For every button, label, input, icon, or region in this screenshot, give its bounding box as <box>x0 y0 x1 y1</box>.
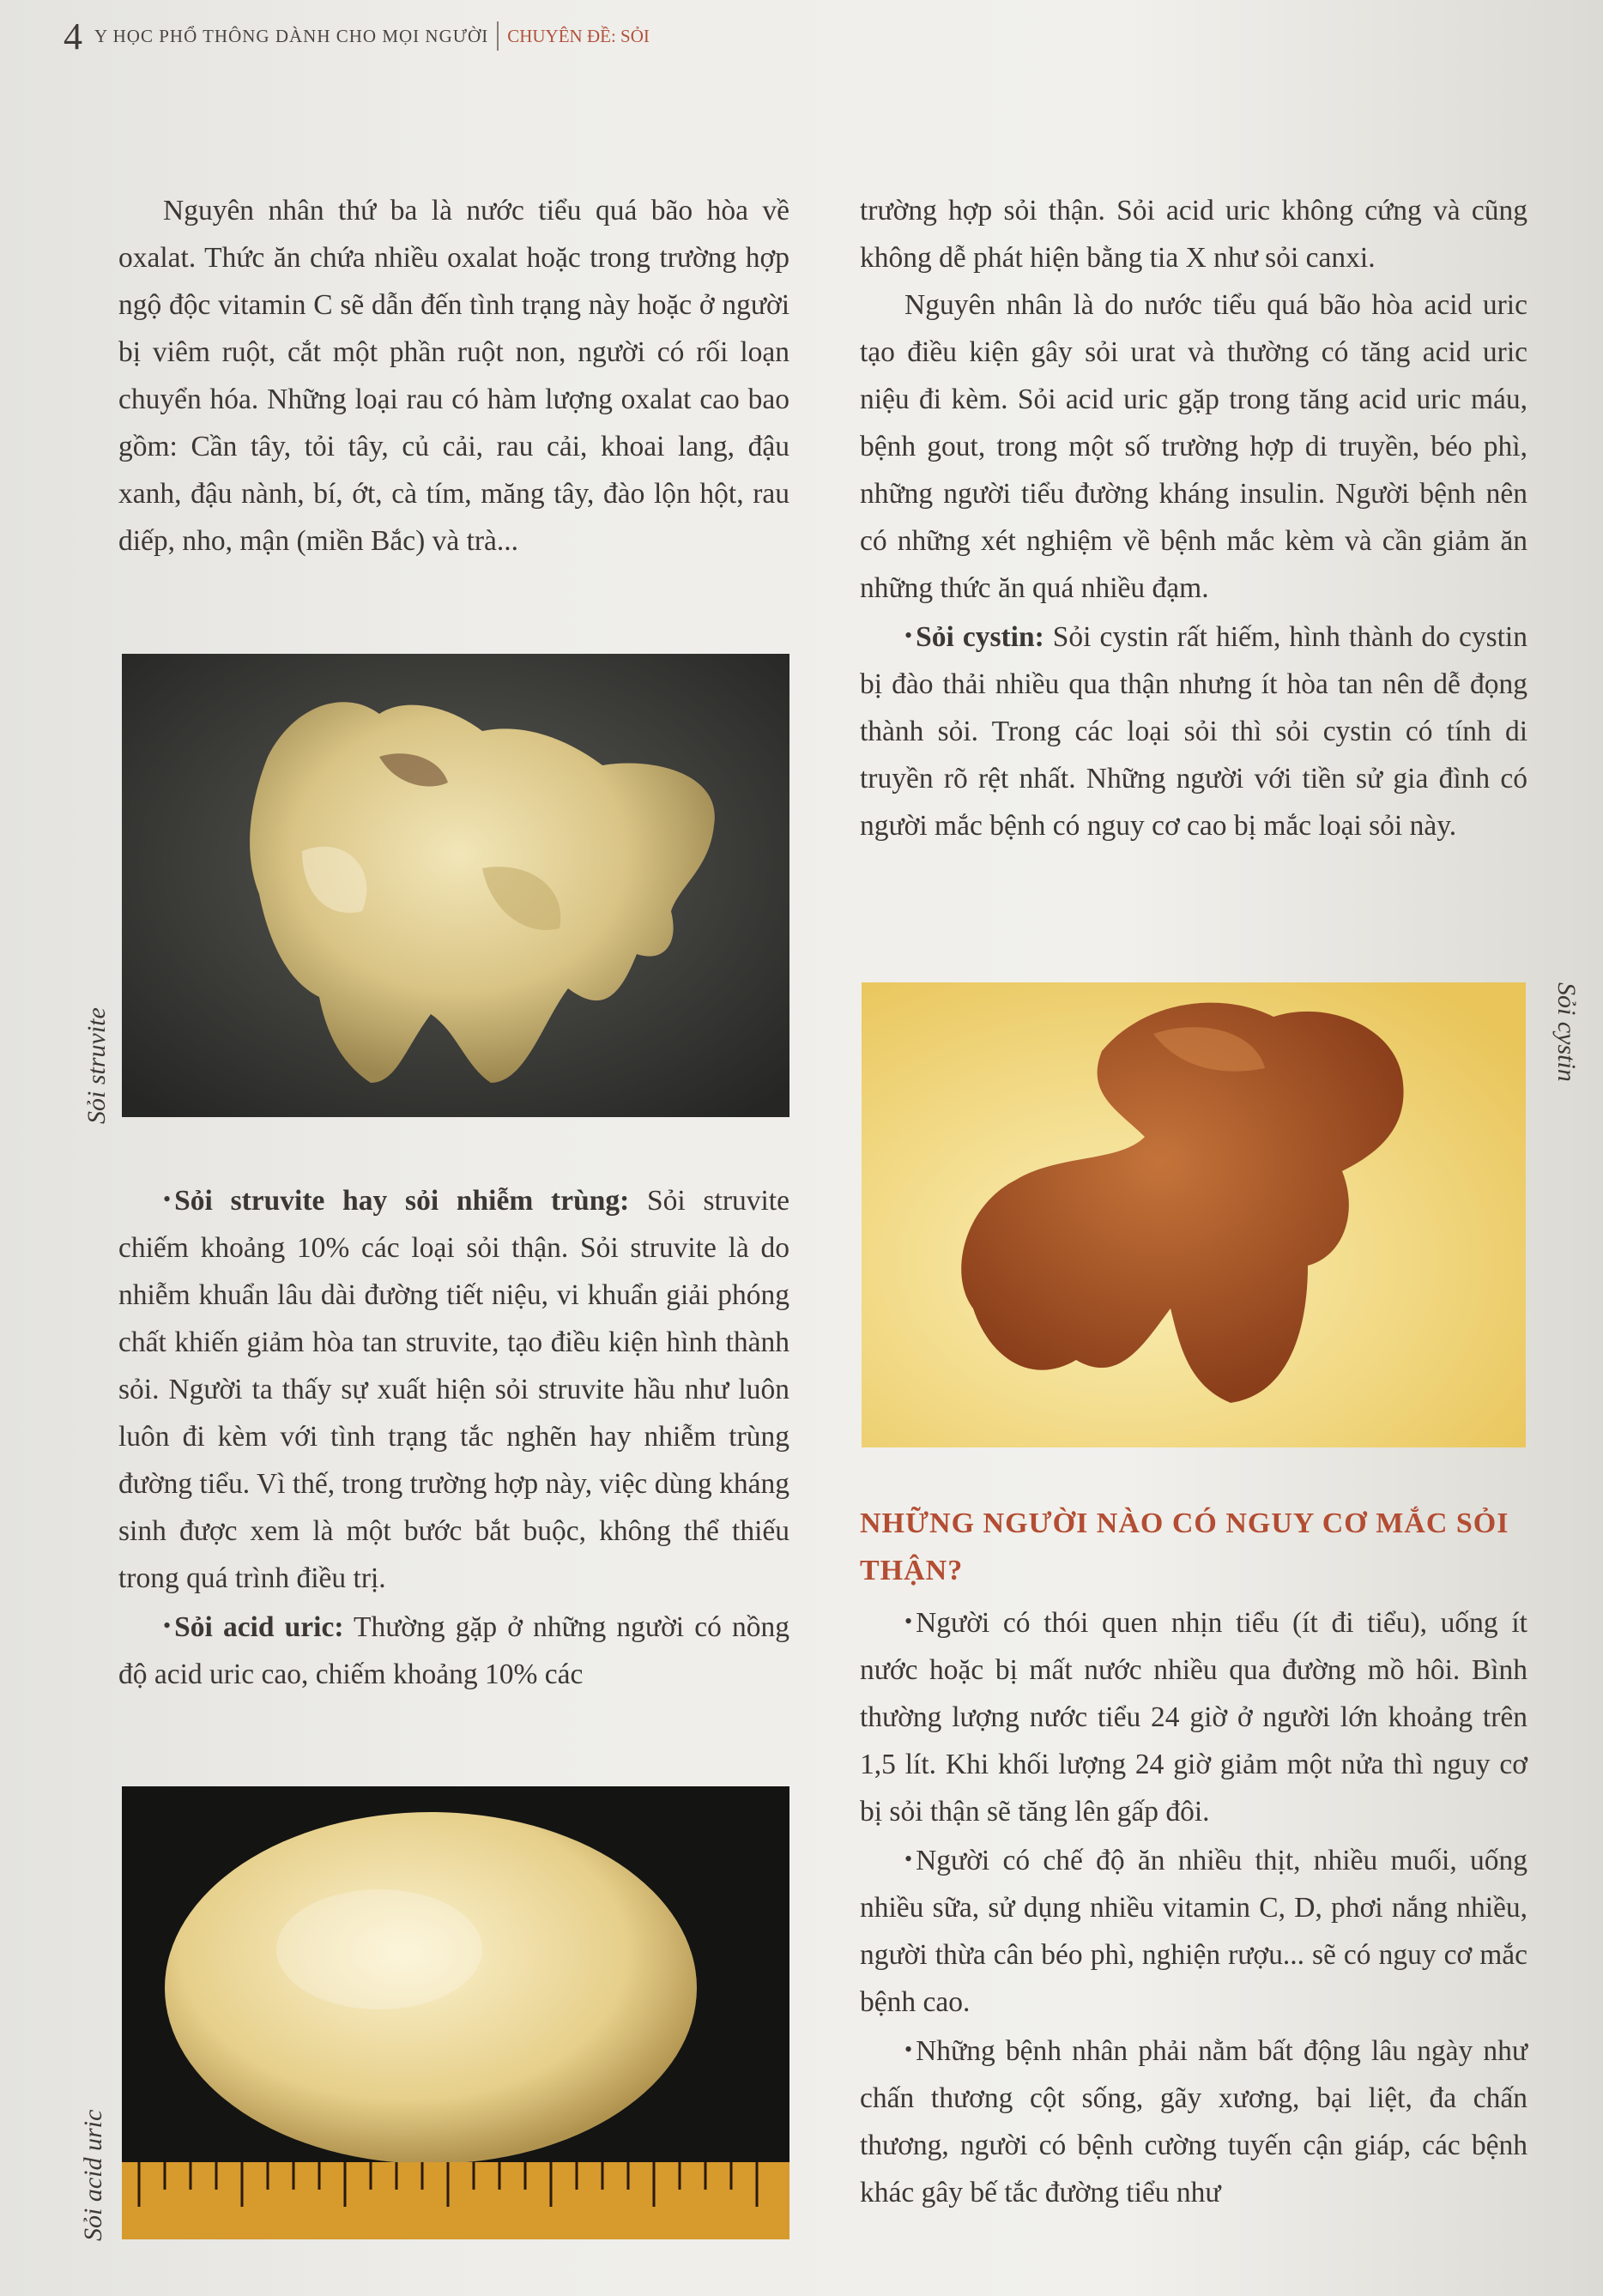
caption-struvite: Sỏi struvite <box>82 1007 111 1124</box>
left-bullets <box>118 1175 789 1698</box>
section-heading-risk: NHỮNG NGƯỜI NÀO CÓ NGUY CƠ MẮC SỎI THẬN? <box>860 1508 1509 1586</box>
risk-1-text: Người có thói quen nhịn tiểu (ít đi tiểu), uống ít nước hoặc bị mất nước nhiều qua đường mồ hôi. Bình thường lượng nước tiểu 24 giờ ở người lớn khoảng trên 1,5 lít. Khi khối lượng 24 giờ giảm một nửa thì nguy cơ bị sỏi thận sẽ tăng lên gấp đôi. <box>860 1607 1527 1828</box>
uric-text: Thường gặp ở những người có nồng độ acid uric cao, chiếm khoảng 10% các <box>118 1611 789 1690</box>
risk-item-3 <box>860 2026 1527 2216</box>
uric-paragraph <box>118 1602 789 1698</box>
left-paragraph-oxalat <box>118 187 789 565</box>
risk-item-2 <box>860 1835 1527 2026</box>
cystin-title: Sỏi cystin: <box>916 621 1044 653</box>
bullet-icon: • <box>163 1187 172 1211</box>
bullet-icon: • <box>904 623 913 648</box>
bullet-icon: • <box>904 1846 913 1871</box>
caption-uric: Sỏi acid uric <box>79 2109 107 2241</box>
right-top-text <box>860 187 1527 849</box>
caption-cystin: Sỏi cystin <box>1552 982 1581 1082</box>
cystin-stone-photo <box>862 982 1526 1447</box>
oxalat-paragraph: Nguyên nhân thứ ba là nước tiểu quá bão hòa về oxalat. Thức ăn chứa nhiều oxalat hoặc trong trường hợp ngộ độc vitamin C sẽ dẫn đến tình trạng này hoặc ở người bị viêm ruột, cắt một phần ruột non, người có rối loạn chuyển hóa. Những loại rau có hàm lượng oxalat cao bao gồm: Cần tây, tỏi tây, củ cải, rau cải, khoai lang, đậu xanh, đậu nành, bí, ớt, cà tím, măng tây, đào lộn hột, rau diếp, nho, mận (miền Bắc) và trà... <box>118 195 789 557</box>
uric-continuation: trường hợp sỏi thận. Sỏi acid uric không cứng và cũng không dễ phát hiện bằng tia X như sỏi canxi. <box>860 195 1527 274</box>
struvite-title: Sỏi struvite hay sỏi nhiễm trùng: <box>174 1185 630 1217</box>
bullet-icon: • <box>163 1613 172 1638</box>
uric-title: Sỏi acid uric: <box>174 1611 344 1643</box>
risk-3-text: Những bệnh nhân phải nằm bất động lâu ngày như chấn thương cột sống, gãy xương, bại liệt, đa chấn thương, người có bệnh cường tuyến cận giáp, các bệnh khác gây bế tắc đường tiểu như <box>860 2035 1527 2208</box>
bullet-icon: • <box>904 2037 913 2062</box>
topic-label: CHUYÊN ĐỀ: SỎI <box>507 25 650 46</box>
header-divider <box>497 21 499 51</box>
uric-acid-stone-photo <box>122 1786 789 2239</box>
page-header <box>64 10 650 62</box>
risk-item-1 <box>860 1598 1527 1835</box>
bullet-icon: • <box>904 1609 913 1634</box>
uric-cause-paragraph: Nguyên nhân là do nước tiểu quá bão hòa acid uric tạo điều kiện gây sỏi urat và thường có tăng acid uric niệu đi kèm. Sỏi acid uric gặp trong tăng acid uric máu, bệnh gout, trong một số trường hợp di truyền, béo phì, những người tiểu đường kháng insulin. Người bệnh nên có những xét nghiệm về bệnh mắc kèm và cần giảm ăn những thức ăn quá nhiều đạm. <box>860 289 1527 604</box>
right-risk-list <box>860 1598 1527 2216</box>
struvite-text: Sỏi struvite chiếm khoảng 10% các loại sỏi thận. Sỏi struvite là do nhiễm khuẩn lâu dài đường tiết niệu, vi khuẩn giải phóng chất khiến giảm hòa tan struvite, tạo điều kiện hình thành sỏi. Người ta thấy sự xuất hiện sỏi struvite hầu như luôn luôn đi kèm với tình trạng tắc nghẽn hay nhiễm trùng đường tiểu. Vì thế, trong trường hợp này, việc dùng kháng sinh được xem là một bước bắt buộc, không thể thiếu trong quá trình điều trị. <box>118 1185 789 1594</box>
cystin-paragraph <box>860 612 1527 849</box>
running-title: Y HỌC PHỔ THÔNG DÀNH CHO MỌI NGƯỜI <box>94 25 489 46</box>
page-number: 4 <box>64 15 82 57</box>
risk-2-text: Người có chế độ ăn nhiều thịt, nhiều muối, uống nhiều sữa, sử dụng nhiều vitamin C, D, phơi nắng nhiều, người thừa cân béo phì, nghiện rượu... sẽ có nguy cơ mắc bệnh cao. <box>860 1845 1527 2018</box>
cystin-text: Sỏi cystin rất hiếm, hình thành do cystin bị đào thải nhiều qua thận nhưng ít hòa tan nên dễ đọng thành sỏi. Trong các loại sỏi thì sỏi cystin có tính di truyền rõ rệt nhất. Những người với tiền sử gia đình có người mắc bệnh có nguy cơ cao bị mắc loại sỏi này. <box>860 621 1527 842</box>
struvite-paragraph <box>118 1175 789 1602</box>
struvite-stone-photo <box>122 654 789 1117</box>
